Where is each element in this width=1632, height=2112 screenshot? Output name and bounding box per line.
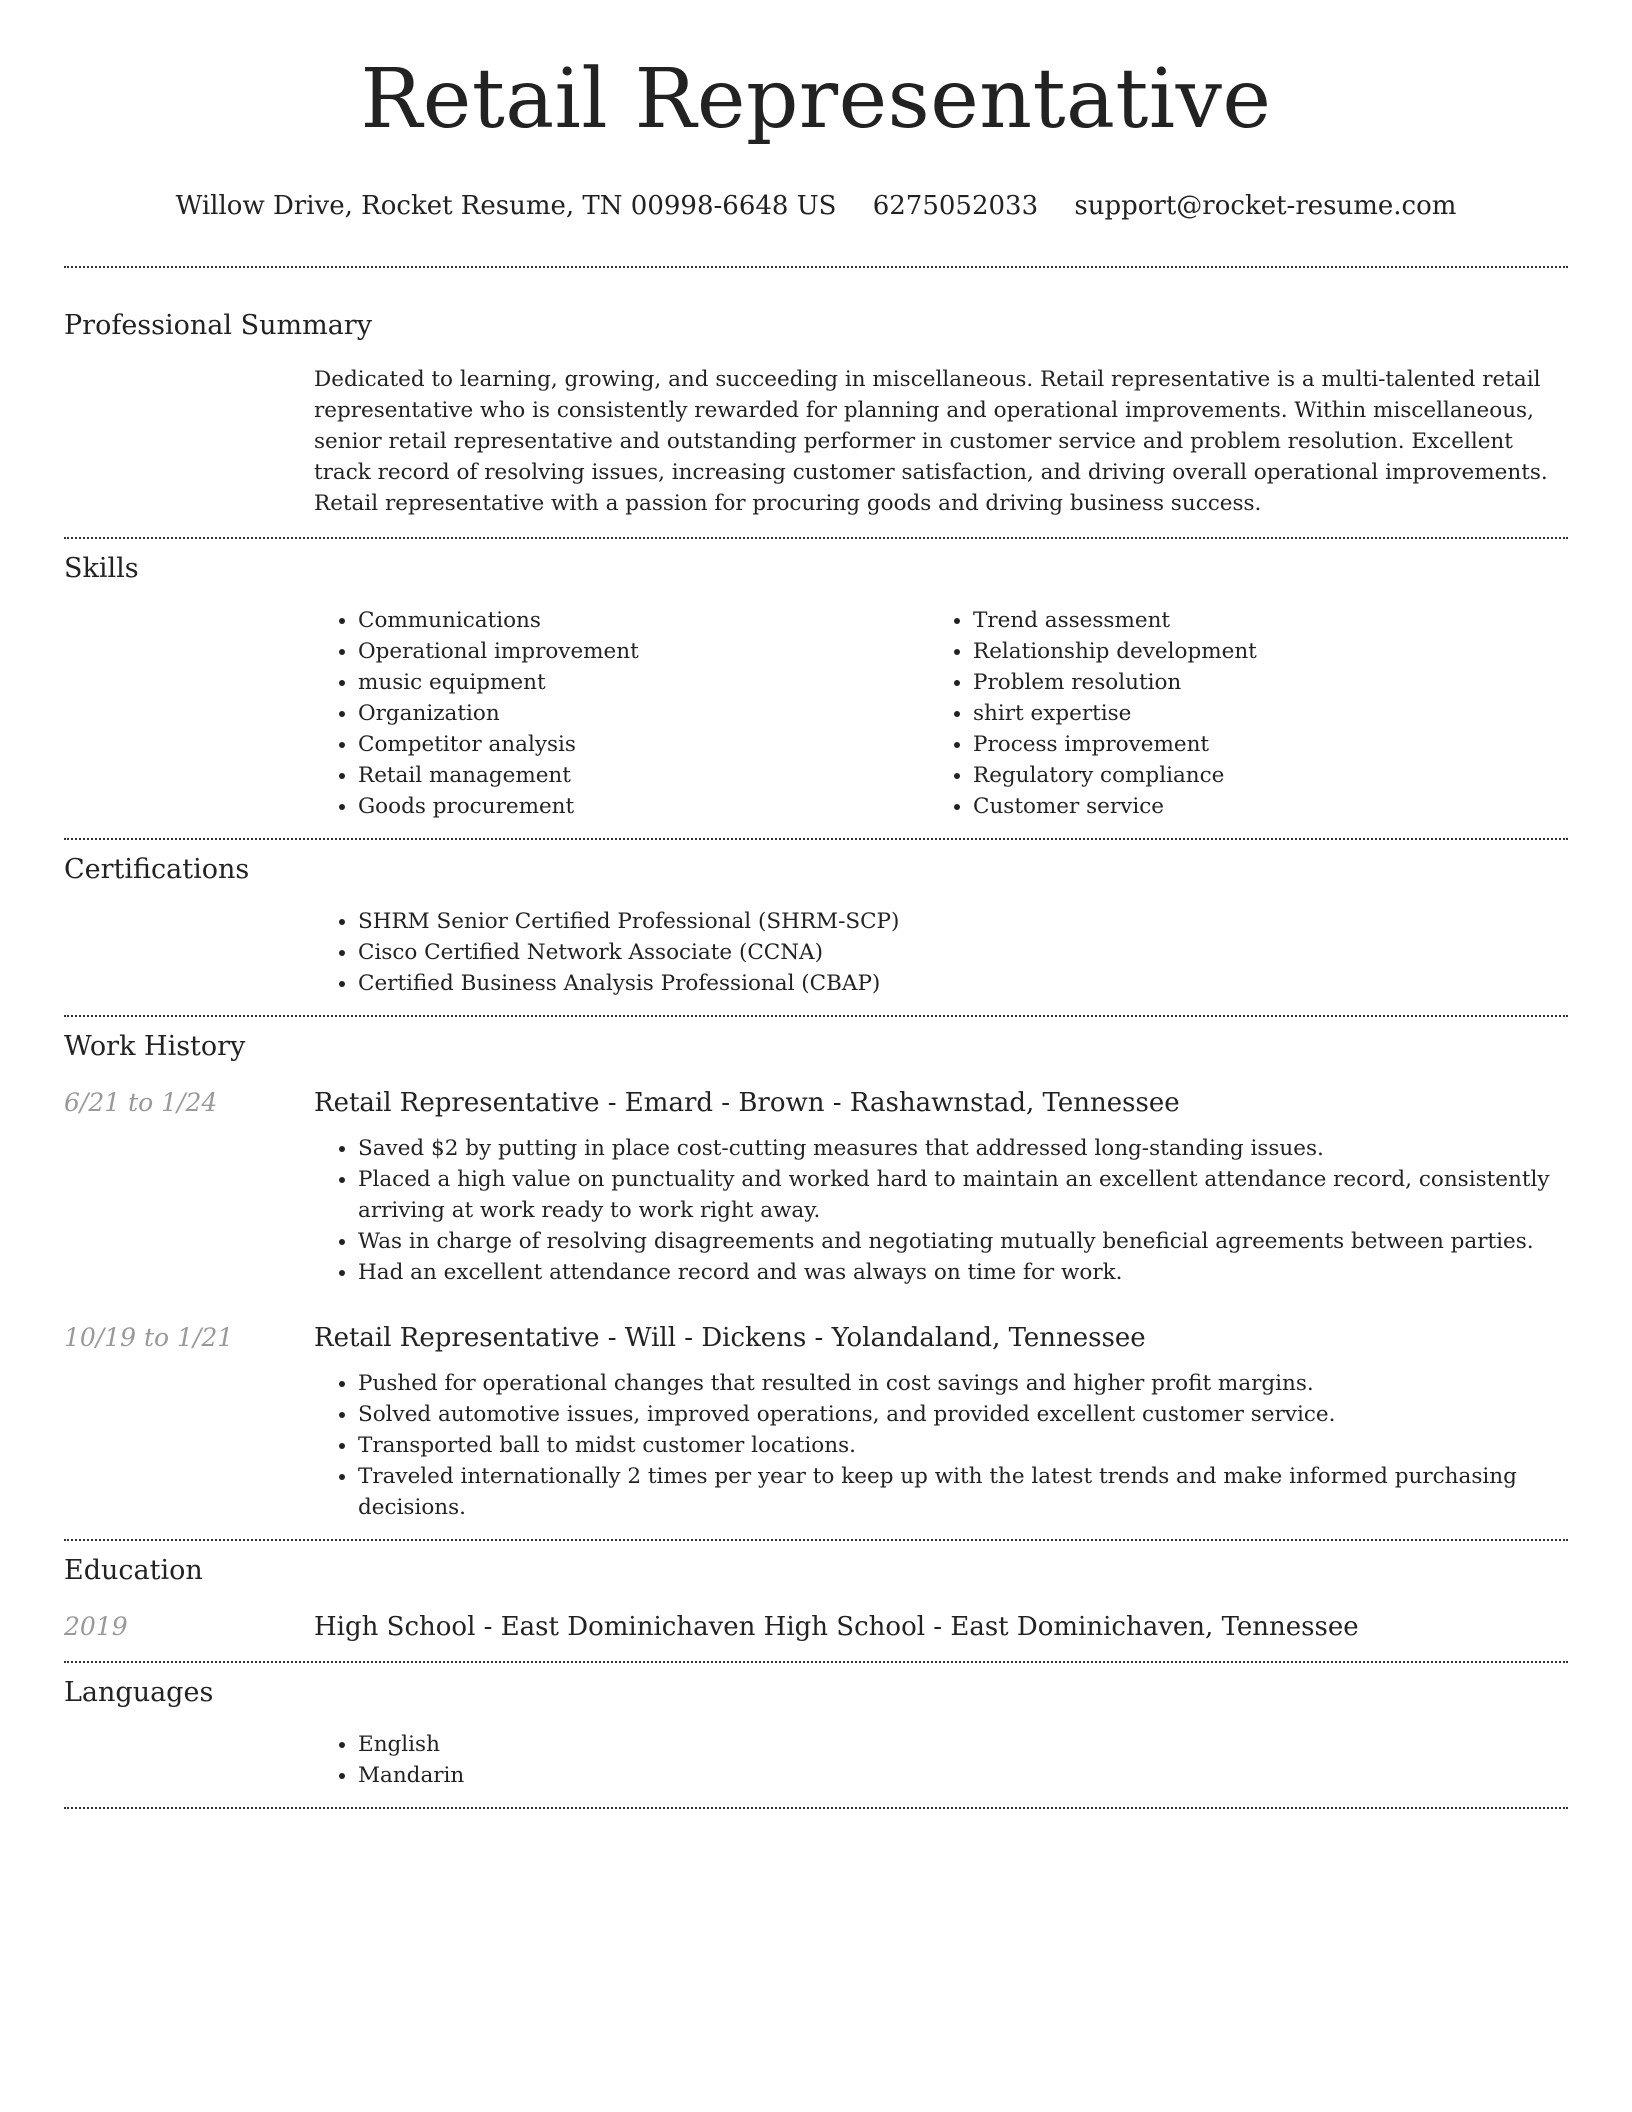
skill-item: • Process improvement (973, 729, 1544, 760)
skill-item: • Organization (358, 698, 929, 729)
job-bullet: • Had an excellent attendance record and was always on time for work. (358, 1257, 1568, 1288)
skills-section (64, 551, 1568, 822)
skills-list-right (929, 605, 1544, 822)
certifications-title: Certifications (64, 854, 250, 885)
certification-item: • Cisco Certified Network Associate (CCNA) (358, 937, 1568, 968)
education-section (64, 1553, 1568, 1647)
skill-item: • Goods procurement (358, 791, 929, 822)
job-bullet: • Placed a high value on punctuality and worked hard to maintain an excellent attendance record, consistently arriving at work ready to work right away. (358, 1164, 1568, 1226)
contact-email: support@rocket-resume.com (1074, 191, 1457, 221)
languages-section (64, 1675, 1568, 1791)
skill-item: • Communications (358, 605, 929, 636)
section-divider (64, 537, 1568, 539)
skills-grid (314, 605, 1568, 822)
languages-list (314, 1729, 1568, 1791)
skill-item: • Regulatory compliance (973, 760, 1544, 791)
certifications-section (64, 852, 1568, 999)
job-entry (64, 1083, 1568, 1288)
job-bullet: • Solved automotive issues, improved operations, and provided excellent customer service. (358, 1399, 1568, 1430)
languages-title: Languages (64, 1677, 214, 1708)
education-title: Education (64, 1555, 203, 1586)
certification-item: • SHRM Senior Certified Professional (SHRM-SCP) (358, 906, 1568, 937)
skill-item: • music equipment (358, 667, 929, 698)
contact-phone: 6275052033 (872, 191, 1039, 221)
skill-item: • Problem resolution (973, 667, 1544, 698)
job-bullet-list (314, 1368, 1568, 1523)
contact-line (64, 186, 1568, 226)
section-divider (64, 1661, 1568, 1663)
education-detail: High School - East Dominichaven High School - East Dominichaven, Tennessee (314, 1612, 1359, 1642)
job-dates: 10/19 to 1/21 (64, 1323, 234, 1352)
skills-list-left (314, 605, 929, 822)
resume-header (64, 0, 1568, 226)
contact-address: Willow Drive, Rocket Resume, TN 00998-6648 US (175, 191, 837, 221)
skill-item: • Customer service (973, 791, 1544, 822)
section-divider (64, 1807, 1568, 1809)
work-history-section (64, 1029, 1568, 1523)
skill-item: • Operational improvement (358, 636, 929, 667)
job-bullet: • Transported ball to midst customer locations. (358, 1430, 1568, 1461)
job-dates: 6/21 to 1/24 (64, 1088, 218, 1117)
skill-item: • Trend assessment (973, 605, 1544, 636)
skill-item: • Relationship development (973, 636, 1544, 667)
section-divider (64, 1015, 1568, 1017)
job-bullet: • Saved $2 by putting in place cost-cutting measures that addressed long-standing issues. (358, 1133, 1568, 1164)
section-divider (64, 266, 1568, 268)
job-bullet: • Was in charge of resolving disagreements and negotiating mutually beneficial agreements between parties. (358, 1226, 1568, 1257)
summary-text: Dedicated to learning, growing, and succeeding in miscellaneous. Retail representative is a multi-talented retail representative who is consistently rewarded for planning and operational improvements. Within miscellaneous, senior retail representative and outstanding performer in customer service and problem resolution. Excellent track record of resolving issues, increasing customer satisfaction, and driving overall operational improvements. Retail representative with a passion for procuring goods and driving business success. (314, 367, 1548, 516)
education-entry (64, 1607, 1568, 1647)
skills-title: Skills (64, 553, 139, 584)
education-year: 2019 (64, 1612, 128, 1641)
skill-item: • shirt expertise (973, 698, 1544, 729)
section-divider (64, 838, 1568, 840)
language-item: • Mandarin (358, 1760, 1568, 1791)
summary-section (64, 308, 1568, 519)
job-title: Retail Representative - Emard - Brown - Rashawnstad, Tennessee (314, 1088, 1180, 1118)
work-history-title: Work History (64, 1031, 246, 1062)
job-bullet: • Traveled internationally 2 times per year to keep up with the latest trends and make informed purchasing decisions. (358, 1461, 1568, 1523)
language-item: • English (358, 1729, 1568, 1760)
summary-title: Professional Summary (64, 310, 372, 341)
certification-item: • Certified Business Analysis Professional (CBAP) (358, 968, 1568, 999)
skill-item: • Competitor analysis (358, 729, 929, 760)
job-bullet: • Pushed for operational changes that resulted in cost savings and higher profit margins. (358, 1368, 1568, 1399)
job-entry (64, 1318, 1568, 1523)
resume-name: Retail Representative (360, 52, 1272, 147)
section-divider (64, 1539, 1568, 1541)
job-bullet-list (314, 1133, 1568, 1288)
resume-page (64, 0, 1568, 1809)
skill-item: • Retail management (358, 760, 929, 791)
job-title: Retail Representative - Will - Dickens - Yolandaland, Tennessee (314, 1323, 1146, 1353)
certifications-list (314, 906, 1568, 999)
